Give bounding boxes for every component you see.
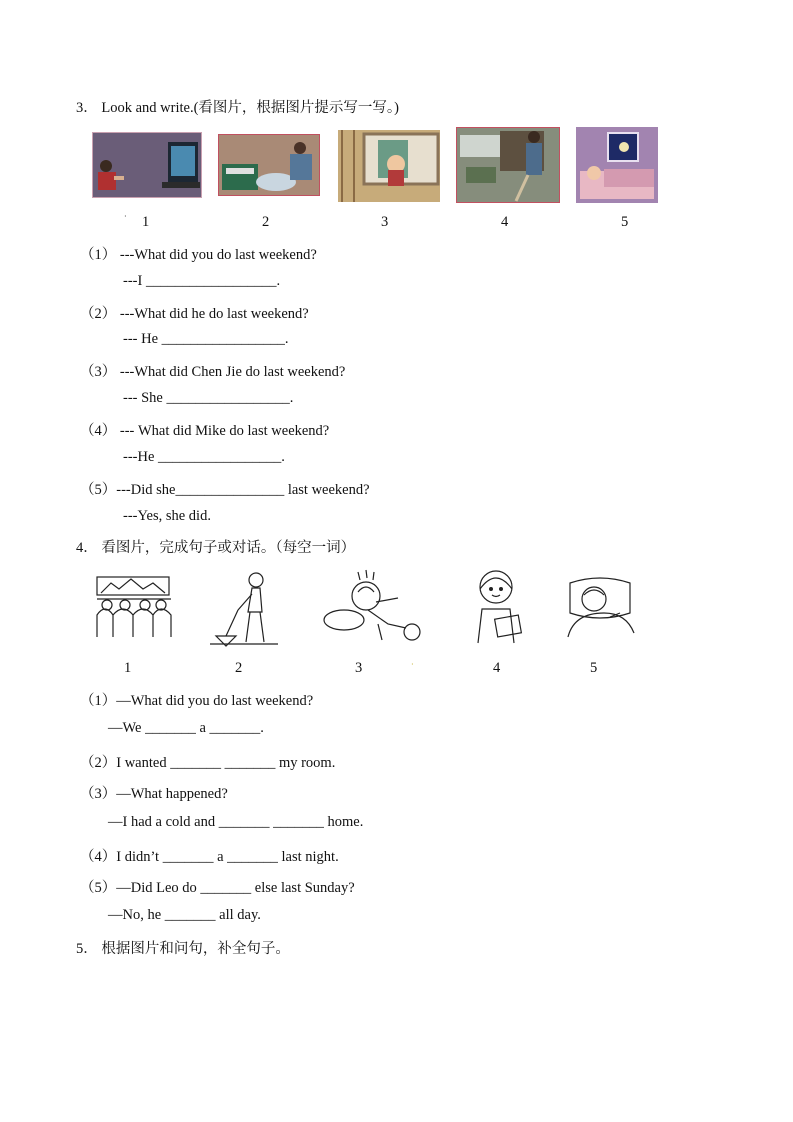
section-4-title: 4． 看图片，完成句子或对话。（每空一词） [76, 540, 356, 556]
drawing-boy-sweeping [208, 570, 280, 650]
photo-stay-home [338, 130, 440, 202]
exercise-line: （2）I wanted _______ _______ my room. [80, 755, 336, 771]
stray-dot: · [124, 212, 127, 221]
exercise-line: —We _______ a _______. [108, 720, 264, 736]
answer-line: ---Yes, she did. [123, 508, 211, 524]
answer-line: ---I __________________. [123, 273, 281, 289]
s4-image-label: 1 [124, 660, 132, 676]
drawing-boy-sleeping [564, 573, 636, 641]
s4-image-label: 5 [590, 660, 598, 676]
drawing-girl-reading [466, 567, 526, 647]
s3-image-label: 5 [621, 214, 629, 230]
exercise-line: —No, he _______ all day. [108, 907, 261, 923]
s3-image-label: 4 [501, 214, 509, 230]
photo-wash-clothes [218, 134, 320, 196]
stray-dot: · [411, 660, 414, 669]
s4-image-label: 2 [235, 660, 243, 676]
s3-image-label: 1 [142, 214, 150, 230]
question-line: （3） ---What did Chen Jie do last weekend? [80, 364, 346, 380]
section-5-title: 5． 根据图片和问句，补全句子。 [76, 941, 290, 957]
question-line: （4） --- What did Mike do last weekend? [80, 423, 330, 439]
s4-image-label: 4 [493, 660, 501, 676]
s4-image-label: 3 [355, 660, 363, 676]
exercise-line: （1）—What did you do last weekend? [80, 693, 314, 709]
exercise-line: —I had a cold and _______ _______ home. [108, 814, 364, 830]
exercise-line: （5）—Did Leo do _______ else last Sunday? [80, 880, 355, 896]
question-line: （5）---Did she_______________ last weekend? [80, 482, 370, 498]
answer-line: --- She _________________. [123, 390, 294, 406]
drawing-museum [95, 575, 173, 641]
question-line: （2） ---What did he do last weekend? [80, 306, 309, 322]
section-3-title: 3． Look and write.(看图片，根据图片提示写一写。) [76, 100, 399, 116]
answer-line: --- He _________________. [123, 331, 289, 347]
s3-image-label: 3 [381, 214, 389, 230]
photo-sleep [576, 127, 658, 203]
exercise-line: （4）I didn’t _______ a _______ last night. [80, 849, 339, 865]
drawing-sick-boy [318, 568, 424, 648]
exercise-line: （3）—What happened? [80, 786, 228, 802]
photo-clean-room [456, 127, 560, 203]
question-line: （1） ---What did you do last weekend? [80, 247, 317, 263]
answer-line: ---He _________________. [123, 449, 285, 465]
s3-image-label: 2 [262, 214, 270, 230]
photo-watch-tv [92, 132, 202, 198]
